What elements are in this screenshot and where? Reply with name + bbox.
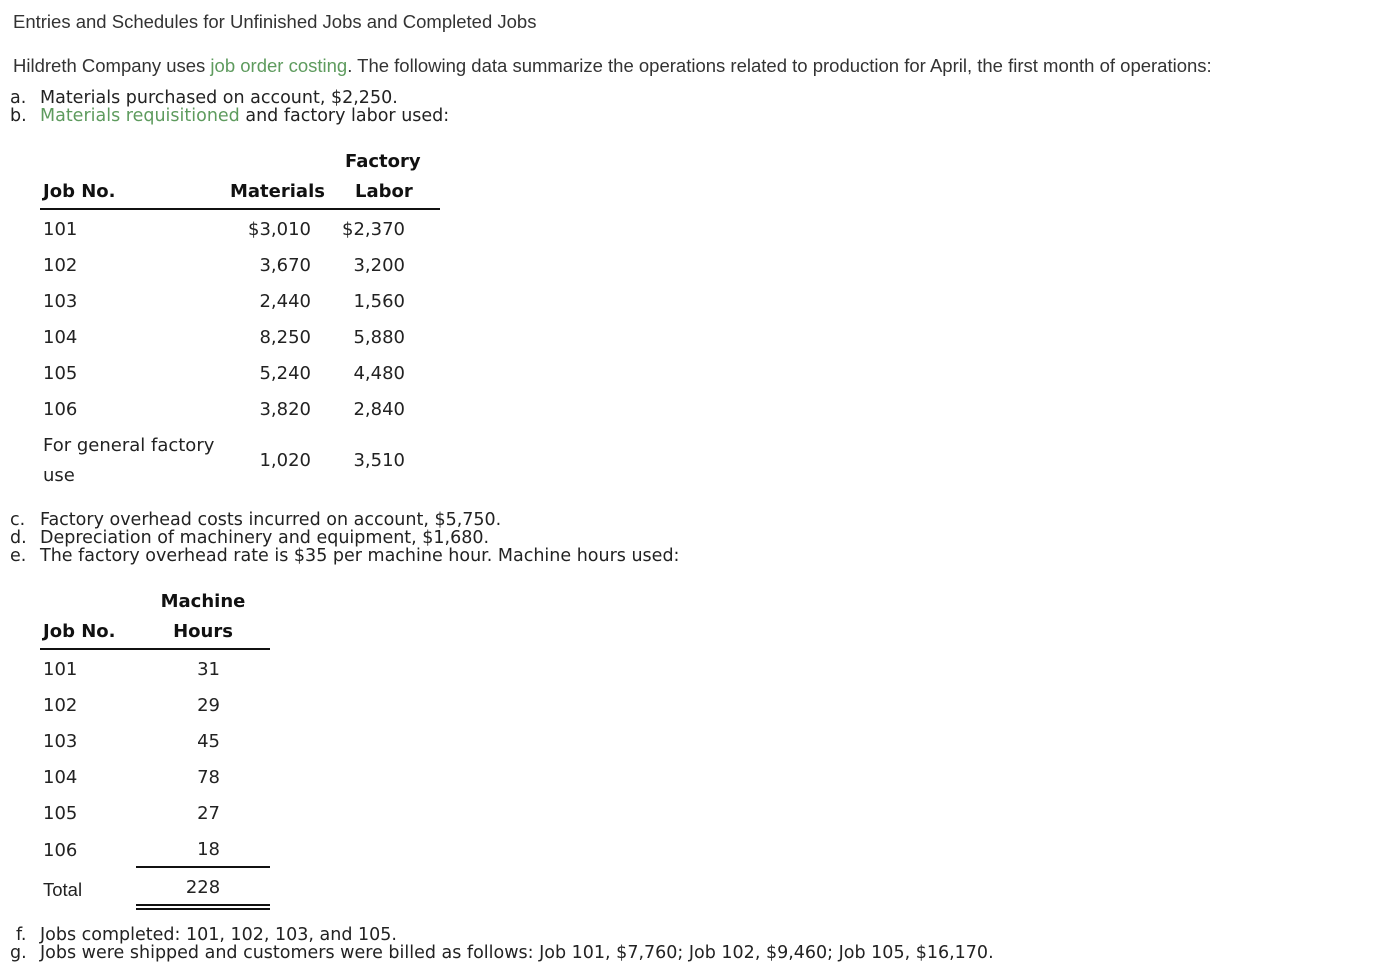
header-labor: Labor [355,181,413,202]
list-item-text: Jobs completed: 101, 102, 103, and 105. [40,925,397,945]
general-use-label-line1: For general factory [43,435,215,456]
intro-text-before: Hildreth Company uses [13,55,211,76]
table-row-job: 106 [43,840,78,861]
table-row-job: 105 [43,363,78,384]
list-marker: b. [10,106,27,126]
general-use-label-line2: use [43,465,75,486]
table-row-labor: 1,560 [353,291,405,312]
list-item-text: Factory overhead costs incurred on account, $5,750. [40,510,502,530]
general-use-materials: 1,020 [259,450,311,471]
list-marker: e. [10,546,27,566]
table-row-hours: 45 [197,731,220,752]
table-row-job: 103 [43,291,78,312]
table-row-hours: 29 [197,695,220,716]
header-materials: Materials [230,181,325,202]
list-marker: c. [10,510,26,530]
table-row-labor: 2,840 [353,399,405,420]
header-factory: Factory [345,151,421,172]
table-row-materials: 2,440 [259,291,311,312]
table-row-materials: 5,240 [259,363,311,384]
table-row-job: 101 [43,219,78,240]
header-rule [40,648,270,650]
list-items-cde [10,511,679,565]
intro-paragraph [13,55,1212,77]
total-double-rule-top [136,904,270,906]
list-marker: g. [10,943,27,963]
table-row-labor: 5,880 [353,327,405,348]
header-job-no: Job No. [43,181,116,202]
list-item-text: The factory overhead rate is $35 per machine hour. Machine hours used: [40,546,680,566]
table-row-materials: $3,010 [248,219,311,240]
table-row-job: 102 [43,695,78,716]
list-marker: d. [10,528,27,548]
list-item-e [10,547,679,565]
table-row-labor: 4,480 [353,363,405,384]
subtotal-rule [136,866,270,868]
list-item-text: and factory labor used: [239,106,450,126]
table-row-materials: 8,250 [259,327,311,348]
list-item-text: Jobs were shipped and customers were billed as follows: Job 101, $7,760; Job 102, $9,460; Job 105, $16,170. [40,943,994,963]
table-row-job: 104 [43,767,78,788]
materials-requisitioned-link[interactable]: Materials requisitioned [40,106,240,126]
general-use-labor: 3,510 [353,450,405,471]
table-row-materials: 3,820 [259,399,311,420]
table-row-labor: 3,200 [353,255,405,276]
table-row-labor: $2,370 [342,219,405,240]
intro-text-after: . The following data summarize the operations related to production for April, the first month of operations: [347,55,1212,76]
table-row-hours: 18 [197,839,220,860]
table-row-hours: 27 [197,803,220,824]
table-row-job: 104 [43,327,78,348]
table-row-materials: 3,670 [259,255,311,276]
total-label: Total [43,879,83,900]
list-item-f [10,926,994,944]
table-row-hours: 78 [197,767,220,788]
list-item-text: Materials purchased on account, $2,250. [40,88,398,108]
list-item-c [10,511,679,529]
list-marker: a. [10,88,27,108]
header-machine: Machine [160,591,246,612]
list-items-ab [10,89,449,125]
table-row-job: 101 [43,659,78,680]
header-rule [40,208,440,210]
table-row-job: 103 [43,731,78,752]
list-marker: f. [16,925,27,945]
table-row-hours: 31 [197,659,220,680]
list-item-text: Depreciation of machinery and equipment, $1,680. [40,528,490,548]
table-row-job: 106 [43,399,78,420]
list-item-b [10,107,449,125]
list-item-g [10,944,994,962]
page-title: Entries and Schedules for Unfinished Jobs and Completed Jobs [13,11,537,32]
header-hours: Hours [173,621,233,642]
list-item-a [10,89,449,107]
table-row-job: 102 [43,255,78,276]
total-double-rule-bottom [136,908,270,910]
list-items-fg [10,926,994,962]
job-order-costing-link[interactable]: job order costing [210,55,348,76]
header-job-no: Job No. [43,621,116,642]
total-hours: 228 [185,877,221,898]
list-item-d [10,529,679,547]
table-row-job: 105 [43,803,78,824]
